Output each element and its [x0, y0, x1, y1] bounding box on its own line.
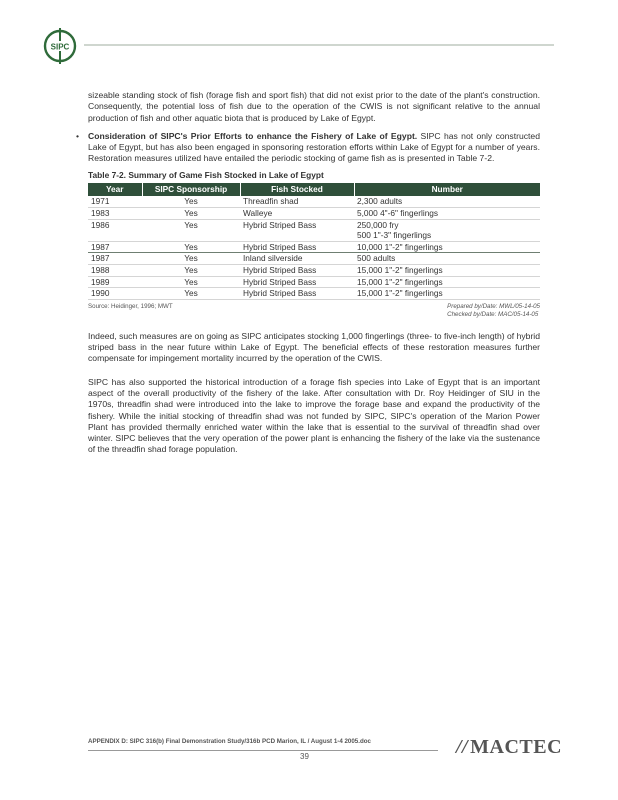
cell-year: 1987 [88, 253, 142, 265]
cell-fish: Hybrid Striped Bass [240, 264, 354, 276]
cell-year: 1988 [88, 264, 142, 276]
cell-number: 5,000 4"-6" fingerlings [354, 207, 540, 219]
sipc-logo [42, 28, 78, 64]
continuation-paragraph: sizeable standing stock of fish (forage fish and sport fish) that did not exist prior to the date of the plant's construction. Consequently, the potential loss of fish due to the operation of the CWIS is not significant relative to the annual production of fish and other aquatic biota that is produced by Lake of Egypt. [88, 90, 540, 123]
prepared-by: Prepared by/Date: MWL/05-14-05 [447, 302, 540, 310]
document-body [76, 90, 540, 456]
cell-year: 1989 [88, 276, 142, 288]
bullet-mark: • [76, 130, 80, 141]
col-header-fish: Fish Stocked [240, 183, 354, 196]
cell-number: 15,000 1"-2" fingerlings [354, 288, 540, 300]
table-footnote [88, 303, 540, 319]
table-row [88, 253, 540, 265]
cell-sponsorship: Yes [142, 253, 240, 265]
cell-fish: Hybrid Striped Bass [240, 241, 354, 253]
cell-fish: Inland silverside [240, 253, 354, 265]
cell-number [354, 219, 540, 241]
footer-rule [88, 750, 438, 751]
page-number: 39 [300, 752, 309, 761]
table-row [88, 207, 540, 219]
cell-fish: Hybrid Striped Bass [240, 276, 354, 288]
table-header-row [88, 183, 540, 196]
bullet-paragraph [88, 131, 540, 165]
bullet-body: SIPC has not only constructed Lake of Egypt, but has also been engaged in sponsoring restoration efforts within Lake of Egypt for a number of years. Restoration measures utilized have entailed the periodic stocking of game fish as is presented in Table 7-2. [88, 130, 540, 164]
table-row [88, 219, 540, 241]
col-header-sponsorship: SIPC Sponsorship [142, 183, 240, 196]
cell-number: 15,000 1"-2" fingerlings [354, 276, 540, 288]
stocking-table [88, 183, 540, 300]
table-title: Table 7-2. Summary of Game Fish Stocked in Lake of Egypt [88, 169, 324, 180]
table-credits [447, 303, 540, 319]
col-header-year: Year [88, 183, 142, 196]
table-source: Source: Heidinger, 1996; MWT [88, 302, 173, 310]
cell-number-line2: 500 1"-3" fingerlings [357, 230, 432, 241]
cell-year: 1990 [88, 288, 142, 300]
table-row [88, 276, 540, 288]
header-rule [84, 44, 554, 46]
cell-fish: Threadfin shad [240, 196, 354, 207]
table-row [88, 241, 540, 253]
cell-sponsorship: Yes [142, 276, 240, 288]
cell-number: 15,000 1"-2" fingerlings [354, 264, 540, 276]
threadfin-paragraph: SIPC has also supported the historical introduction of a forage fish species into Lake of Egypt that is an important aspect of the overall productivity of the fishery of the lake. After consultation with Dr. Roy Heidinger of SIU in the 1970s, threadfin shad were introduced into the lake to improve the forage base and expand the productivity of the fishery. While the initial stocking of threadfin shad was not funded by SIPC, SIPC's operation of the Marion Power Plant has provided thermally enriched water within the lake that is essential to the survival of threadfin shad over winter. SIPC believes that the very operation of the power plant is enhancing the fishery of the lake via the sustenance of the threadfin shad forage population. [88, 376, 540, 455]
cell-fish: Hybrid Striped Bass [240, 288, 354, 300]
mactec-mark: // [456, 736, 469, 758]
cell-number: 10,000 1"-2" fingerlings [354, 241, 540, 253]
bullet-title: Consideration of SIPC's Prior Efforts to enhance the Fishery of Lake of Egypt. [88, 130, 418, 141]
table-row [88, 264, 540, 276]
cell-sponsorship: Yes [142, 196, 240, 207]
cell-fish: Walleye [240, 207, 354, 219]
cell-number: 500 adults [354, 253, 540, 265]
checked-by: Checked by/Date: MAC/05-14-05 [447, 310, 539, 318]
cell-sponsorship: Yes [142, 264, 240, 276]
cell-number: 2,300 adults [354, 196, 540, 207]
svg-text:SIPC: SIPC [50, 42, 70, 52]
cell-year: 1983 [88, 207, 142, 219]
cell-sponsorship: Yes [142, 288, 240, 300]
table-row [88, 288, 540, 300]
after-table-paragraph: Indeed, such measures are on going as SIPC anticipates stocking 1,000 fingerlings (three- to five-inch length) of hybrid striped bass in the near future within Lake of Egypt. The beneficial effects of these restoration measures further compensate for impingement mortality incurred by the operation of the CWIS. [88, 330, 540, 364]
cell-year: 1987 [88, 241, 142, 253]
mactec-logo [456, 736, 562, 759]
cell-fish: Hybrid Striped Bass [240, 219, 354, 241]
cell-sponsorship: Yes [142, 219, 240, 241]
cell-year: 1986 [88, 219, 142, 241]
table-row [88, 196, 540, 207]
cell-sponsorship: Yes [142, 241, 240, 253]
bullet-item [76, 131, 540, 165]
cell-sponsorship: Yes [142, 207, 240, 219]
footer-document-title: APPENDIX D: SIPC 316(b) Final Demonstration Study/316b PCD Marion, IL / August 1-4 2005.doc [88, 738, 371, 745]
col-header-number: Number [354, 183, 540, 196]
mactec-wordmark: MACTEC [470, 736, 563, 758]
cell-year: 1971 [88, 196, 142, 207]
cell-number-line1: 250,000 fry [357, 219, 399, 230]
